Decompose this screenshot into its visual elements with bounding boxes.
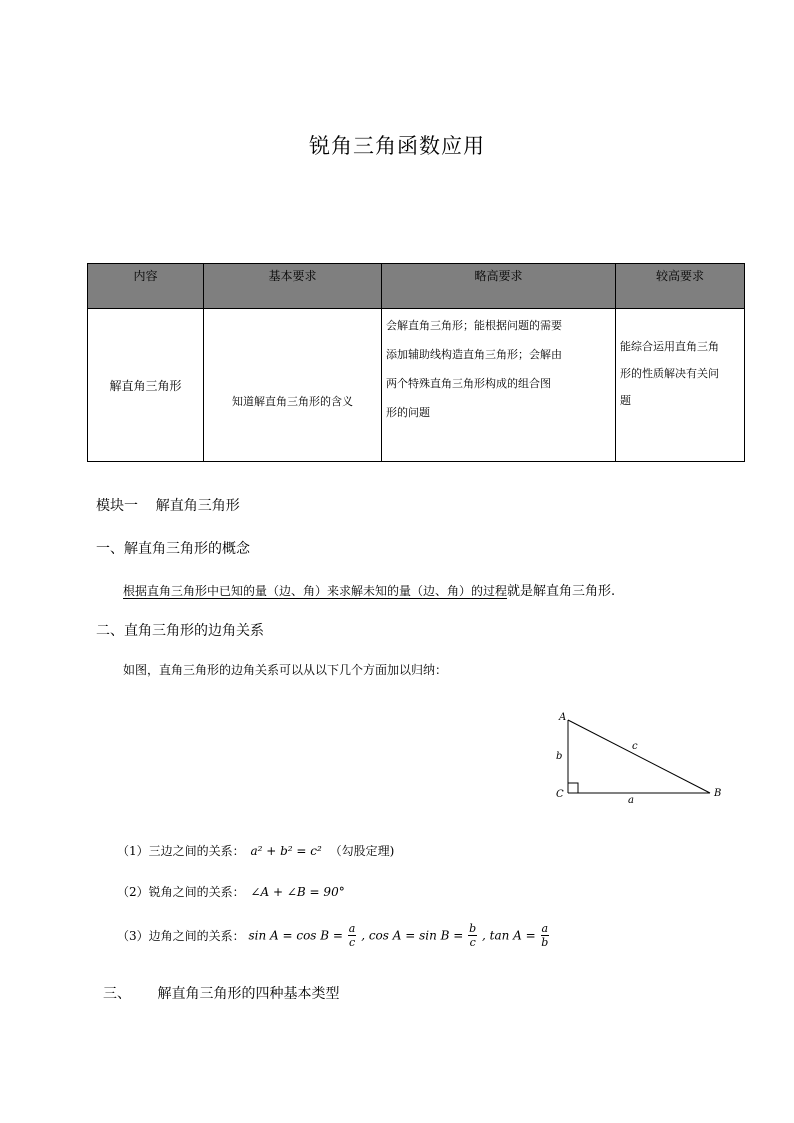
header-higher: 略高要求 <box>382 264 616 309</box>
cell-basic <box>204 309 382 462</box>
fraction-denominator: b <box>541 936 549 949</box>
fraction-denominator: c <box>348 936 356 949</box>
header-content: 内容 <box>88 264 204 309</box>
cell-higher-line: 会解直角三角形；能根据问题的需要 <box>386 319 562 332</box>
side-c-line <box>568 720 710 793</box>
fraction-a-over-c <box>348 922 357 949</box>
side-b-label: b <box>556 751 563 762</box>
vertex-a-label: A <box>559 712 567 723</box>
cell-higher-line: 两个特殊直角三角形构成的组合图 <box>386 377 551 390</box>
angle-sum-formula: ∠A + ∠B = 90° <box>250 885 345 899</box>
module-heading: 模块一 解直角三角形 <box>96 498 240 514</box>
tan-a-formula: , tan A = <box>482 928 536 943</box>
pythagoras-formula: a² + b² = c² <box>250 844 322 858</box>
fraction-denominator: c <box>469 936 476 949</box>
right-triangle-figure <box>548 708 728 808</box>
fraction-a-over-b <box>541 922 550 949</box>
relation-1 <box>117 842 394 859</box>
section3-title: 解直角三角形的四种基本类型 <box>157 986 340 1002</box>
section1-heading: 一、解直角三角形的概念 <box>96 541 250 557</box>
side-a-label: a <box>628 795 634 806</box>
pythagoras-note: （勾股定理) <box>329 844 395 858</box>
section2-intro: 如图，直角三角形的边角关系可以从以下几个方面加以归纳： <box>123 663 448 677</box>
section1-definition: 根据直角三角形中已知的量（边、角）来求解未知的量（边、角）的过程 <box>123 584 508 598</box>
section3-heading <box>103 983 339 1003</box>
relation-2 <box>117 883 345 900</box>
header-highest: 较高要求 <box>616 264 745 309</box>
header-basic: 基本要求 <box>204 264 382 309</box>
relation-2-label: （2）锐角之间的关系： <box>117 885 245 899</box>
cell-content: 解直角三角形 <box>88 309 204 462</box>
requirements-table <box>87 263 745 462</box>
cos-a-formula: , cos A = sin B = <box>361 928 464 943</box>
fraction-numerator: a <box>541 922 549 935</box>
cell-highest-line: 形的性质解决有关问 <box>620 366 719 380</box>
fraction-numerator: b <box>469 922 477 935</box>
sin-a-formula: sin A = cos B = <box>248 928 343 943</box>
relation-3-label: （3）边角之间的关系： <box>117 929 245 943</box>
table-header-row <box>88 264 745 309</box>
relation-1-label: （1）三边之间的关系： <box>117 844 245 858</box>
section3-number: 三、 <box>103 986 131 1002</box>
side-c-label: c <box>632 741 638 752</box>
fraction-b-over-c <box>468 922 477 949</box>
cell-highest-line: 能综合运用直角三角 <box>620 339 719 353</box>
cell-higher-line: 添加辅助线构造直角三角形；会解由 <box>386 348 562 361</box>
section1-text <box>123 580 615 599</box>
page-title: 锐角三角函数应用 <box>309 134 485 158</box>
right-angle-mark <box>568 783 578 793</box>
section1-conclusion: 就是解直角三角形. <box>507 584 616 599</box>
cell-basic-text: 知道解直角三角形的含义 <box>232 395 353 408</box>
vertex-b-label: B <box>714 788 722 799</box>
cell-highest <box>616 309 745 462</box>
vertex-c-label: C <box>556 789 564 800</box>
cell-higher <box>382 309 616 462</box>
table-row <box>88 309 745 462</box>
section2-heading: 二、直角三角形的边角关系 <box>96 623 264 639</box>
cell-higher-line: 形的问题 <box>386 406 430 419</box>
cell-highest-line: 题 <box>620 393 631 407</box>
relation-3 <box>117 922 550 949</box>
fraction-numerator: a <box>348 922 356 935</box>
